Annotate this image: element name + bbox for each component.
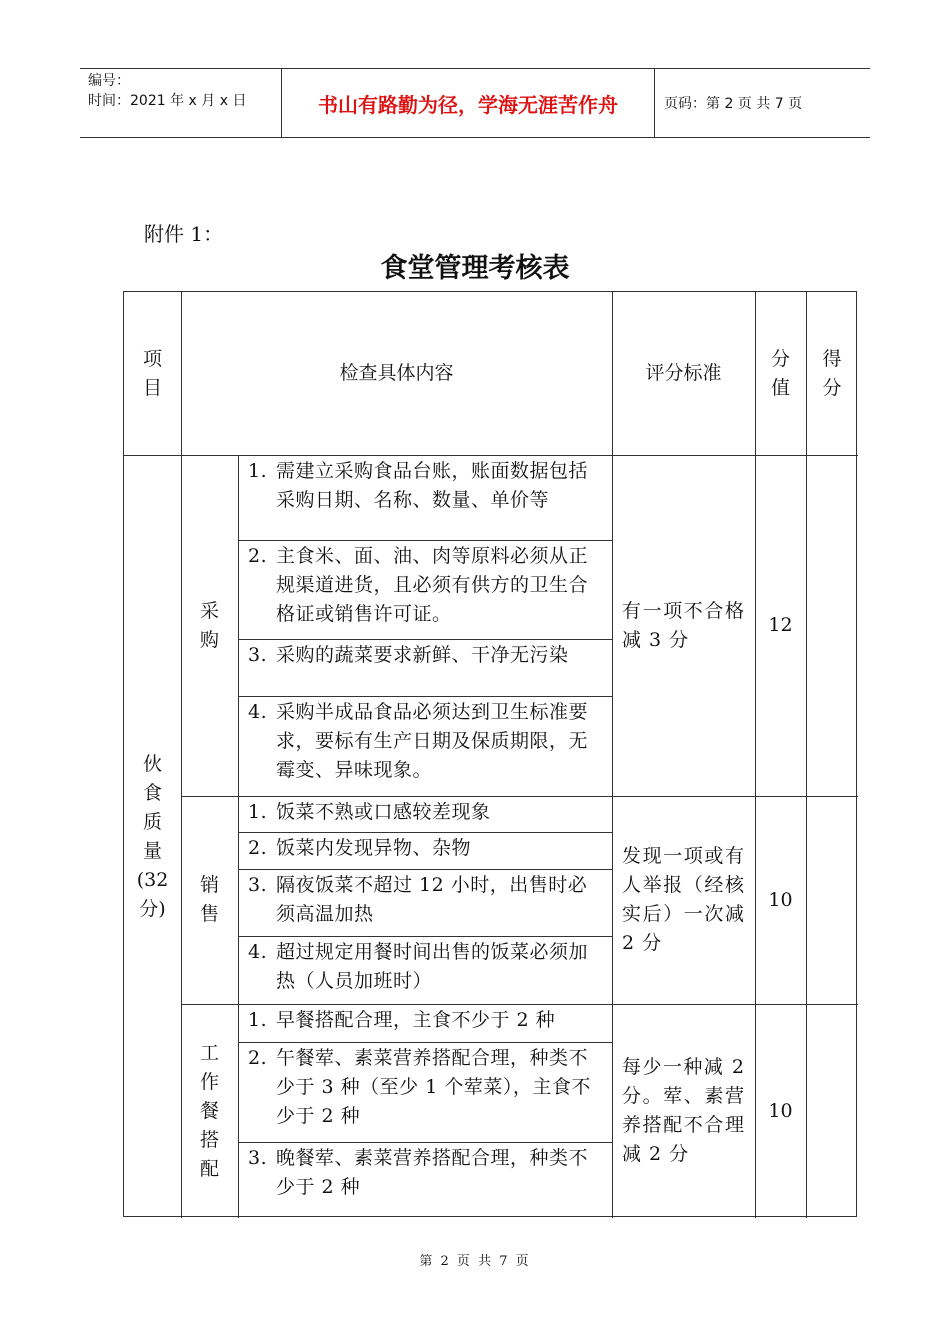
- header-motto: 书山有路勤为径，学海无涯苦作舟: [282, 69, 655, 137]
- section-name-sales: 销售: [199, 874, 219, 925]
- header-got: 得分: [822, 347, 842, 399]
- attachment-label: 附件 1：: [144, 222, 224, 246]
- scoring-standard: 发现一项或有人举报（经核实后）一次减 2 分: [622, 845, 745, 954]
- header-meta: [80, 69, 282, 137]
- section-name-meal-pairing: 工作餐搭配: [199, 1041, 219, 1180]
- assessment-table: [123, 291, 857, 1217]
- list-item: 3. 采购的蔬菜要求新鲜、干净无污染: [248, 644, 569, 666]
- header-standard: 评分标准: [645, 362, 722, 384]
- document-title: 食堂管理考核表: [380, 253, 570, 284]
- document-header: [80, 68, 870, 138]
- list-item: 1. 饭菜不熟或口感较差现象: [248, 801, 491, 823]
- list-item: 4. 采购半成品食品必须达到卫生标准要求，要标有生产日期及保质期限，无霉变、异味现象。: [248, 701, 589, 781]
- page-footer: 第 2 页 共 7 页: [419, 1254, 531, 1269]
- list-item: 4. 超过规定用餐时间出售的饭菜必须加热（人员加班时）: [248, 941, 589, 992]
- list-item: 2. 主食米、面、油、肉等原料必须从正规渠道进货，且必须有供方的卫生合格证或销售许可证。: [248, 545, 589, 625]
- list-item: 2. 饭菜内发现异物、杂物: [248, 837, 472, 859]
- header-score: 分值: [770, 347, 790, 399]
- number-label: 编号：: [88, 73, 130, 89]
- score-value: 10: [768, 888, 793, 911]
- time-label: 时间：2021 年 x 月 x 日: [88, 93, 247, 109]
- scoring-standard: 有一项不合格减 3 分: [622, 599, 745, 651]
- category-cell: [124, 455, 181, 1218]
- score-value: 10: [768, 1099, 793, 1122]
- scoring-standard: 每少一种减 2 分。荤、素营养搭配不合理减 2 分: [622, 1056, 745, 1165]
- list-item: 1. 早餐搭配合理，主食不少于 2 种: [248, 1009, 556, 1031]
- list-item: 3. 晚餐荤、素菜营养搭配合理，种类不少于 2 种: [248, 1147, 589, 1198]
- list-item: 3. 隔夜饭菜不超过 12 小时，出售时必须高温加热: [248, 874, 588, 925]
- section-name-purchase: 采购: [199, 599, 219, 651]
- list-item: 1. 需建立采购食品台账，账面数据包括采购日期、名称、数量、单价等: [248, 460, 589, 511]
- list-item: 2. 午餐荤、素菜营养搭配合理，种类不少于 3 种（至少 1 个荤菜），主食不少于 2 种: [248, 1047, 591, 1127]
- category-label: 伙食质量(32分): [136, 752, 169, 920]
- header-item: 项目: [142, 347, 162, 399]
- header-content: 检查具体内容: [339, 362, 454, 384]
- header-page-info: 页码：第 2 页 共 7 页: [664, 96, 803, 112]
- score-value: 12: [768, 614, 793, 636]
